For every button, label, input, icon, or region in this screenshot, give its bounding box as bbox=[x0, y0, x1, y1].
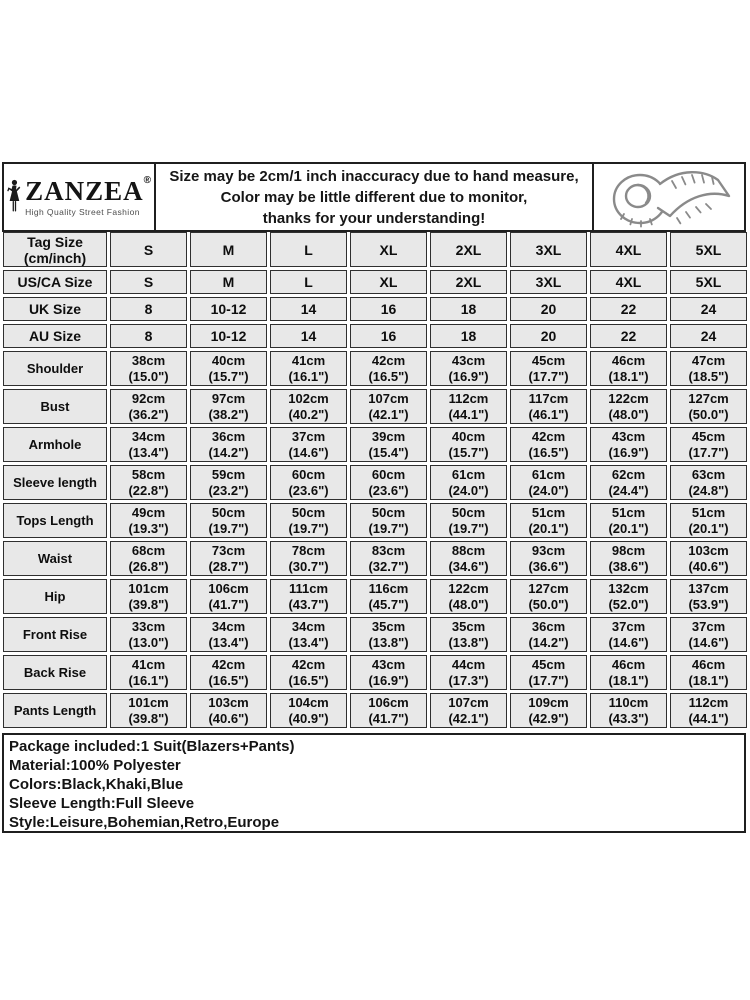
row-label: Sleeve length bbox=[3, 465, 107, 500]
measure-cell: 51cm (20.1") bbox=[670, 503, 747, 538]
brand-logo bbox=[4, 164, 156, 230]
measure-cell: 33cm (13.0") bbox=[110, 617, 187, 652]
size-cell: 3XL bbox=[510, 232, 587, 267]
measure-cell: 46cm (18.1") bbox=[590, 351, 667, 386]
row-label: Tops Length bbox=[3, 503, 107, 538]
row-label: UK Size bbox=[3, 297, 107, 321]
measure-cell: 43cm (16.9") bbox=[430, 351, 507, 386]
measure-cell: 73cm (28.7") bbox=[190, 541, 267, 576]
measure-cell: 46cm (18.1") bbox=[590, 655, 667, 690]
measure-cell: 51cm (20.1") bbox=[590, 503, 667, 538]
size-cell: 3XL bbox=[510, 270, 587, 294]
measure-cell: 38cm (15.0") bbox=[110, 351, 187, 386]
brand-name-row bbox=[25, 174, 152, 206]
disclaimer-line-2: Color may be little different due to monitor, bbox=[220, 188, 528, 206]
measure-cell: 35cm (13.8") bbox=[350, 617, 427, 652]
measure-cell: 45cm (17.7") bbox=[670, 427, 747, 462]
measure-cell: 42cm (16.5") bbox=[190, 655, 267, 690]
measure-cell: 58cm (22.8") bbox=[110, 465, 187, 500]
measure-cell: 50cm (19.7") bbox=[270, 503, 347, 538]
size-cell: S bbox=[110, 270, 187, 294]
measure-cell: 109cm (42.9") bbox=[510, 693, 587, 728]
measure-cell: 42cm (16.5") bbox=[350, 351, 427, 386]
measure-cell: 107cm (42.1") bbox=[350, 389, 427, 424]
row-label: US/CA Size bbox=[3, 270, 107, 294]
tape-measure-box bbox=[594, 164, 744, 230]
measure-cell: 127cm (50.0") bbox=[670, 389, 747, 424]
size-cell: 22 bbox=[590, 297, 667, 321]
measure-cell: 45cm (17.7") bbox=[510, 655, 587, 690]
size-row bbox=[3, 270, 747, 294]
size-cell: M bbox=[190, 232, 267, 267]
measure-row bbox=[3, 579, 747, 614]
measure-cell: 106cm (41.7") bbox=[350, 693, 427, 728]
size-cell: 16 bbox=[350, 324, 427, 348]
measure-cell: 40cm (15.7") bbox=[190, 351, 267, 386]
measure-cell: 37cm (14.6") bbox=[590, 617, 667, 652]
measure-cell: 88cm (34.6") bbox=[430, 541, 507, 576]
detail-sleeve-length: Sleeve Length:Full Sleeve bbox=[9, 795, 195, 812]
woman-silhouette-icon bbox=[6, 168, 22, 226]
measure-cell: 40cm (15.7") bbox=[430, 427, 507, 462]
measure-row bbox=[3, 617, 747, 652]
row-label: Shoulder bbox=[3, 351, 107, 386]
measure-cell: 127cm (50.0") bbox=[510, 579, 587, 614]
measure-cell: 37cm (14.6") bbox=[670, 617, 747, 652]
row-label: Hip bbox=[3, 579, 107, 614]
measure-row bbox=[3, 351, 747, 386]
size-cell: 18 bbox=[430, 297, 507, 321]
size-cell: XL bbox=[350, 270, 427, 294]
size-cell: S bbox=[110, 232, 187, 267]
measure-row bbox=[3, 465, 747, 500]
size-cell: 14 bbox=[270, 324, 347, 348]
size-row bbox=[3, 232, 747, 267]
measure-cell: 44cm (17.3") bbox=[430, 655, 507, 690]
measure-cell: 103cm (40.6") bbox=[670, 541, 747, 576]
measure-cell: 106cm (41.7") bbox=[190, 579, 267, 614]
measure-cell: 46cm (18.1") bbox=[670, 655, 747, 690]
measure-cell: 42cm (16.5") bbox=[270, 655, 347, 690]
measure-cell: 93cm (36.6") bbox=[510, 541, 587, 576]
measure-cell: 101cm (39.8") bbox=[110, 693, 187, 728]
size-cell: 5XL bbox=[670, 232, 747, 267]
row-label: Back Rise bbox=[3, 655, 107, 690]
detail-material: Material:100% Polyester bbox=[9, 757, 181, 774]
measure-row bbox=[3, 541, 747, 576]
measure-cell: 107cm (42.1") bbox=[430, 693, 507, 728]
measure-cell: 41cm (16.1") bbox=[110, 655, 187, 690]
product-details bbox=[2, 733, 746, 833]
size-row bbox=[3, 297, 747, 321]
size-cell: 20 bbox=[510, 297, 587, 321]
brand-tagline: High Quality Street Fashion bbox=[25, 206, 140, 217]
size-cell: 24 bbox=[670, 324, 747, 348]
row-label: AU Size bbox=[3, 324, 107, 348]
measure-cell: 137cm (53.9") bbox=[670, 579, 747, 614]
measure-cell: 50cm (19.7") bbox=[350, 503, 427, 538]
measuring-tape-icon bbox=[602, 166, 736, 228]
measure-cell: 43cm (16.9") bbox=[590, 427, 667, 462]
measure-cell: 63cm (24.8") bbox=[670, 465, 747, 500]
disclaimer-line-3: thanks for your understanding! bbox=[262, 209, 486, 227]
size-cell: XL bbox=[350, 232, 427, 267]
measure-cell: 51cm (20.1") bbox=[510, 503, 587, 538]
measure-cell: 62cm (24.4") bbox=[590, 465, 667, 500]
measure-cell: 34cm (13.4") bbox=[110, 427, 187, 462]
measure-cell: 34cm (13.4") bbox=[270, 617, 347, 652]
size-cell: 22 bbox=[590, 324, 667, 348]
size-cell: 10-12 bbox=[190, 324, 267, 348]
size-cell: 8 bbox=[110, 297, 187, 321]
measure-row bbox=[3, 503, 747, 538]
size-cell: M bbox=[190, 270, 267, 294]
size-cell: 4XL bbox=[590, 232, 667, 267]
measure-cell: 34cm (13.4") bbox=[190, 617, 267, 652]
registered-mark: ® bbox=[143, 174, 152, 186]
detail-package: Package included:1 Suit(Blazers+Pants) bbox=[9, 738, 295, 755]
row-label: Bust bbox=[3, 389, 107, 424]
measure-cell: 117cm (46.1") bbox=[510, 389, 587, 424]
measure-cell: 39cm (15.4") bbox=[350, 427, 427, 462]
measure-cell: 47cm (18.5") bbox=[670, 351, 747, 386]
measure-cell: 112cm (44.1") bbox=[430, 389, 507, 424]
measure-cell: 50cm (19.7") bbox=[430, 503, 507, 538]
measure-row bbox=[3, 655, 747, 690]
measure-cell: 68cm (26.8") bbox=[110, 541, 187, 576]
size-table-body bbox=[3, 232, 747, 728]
size-cell: 5XL bbox=[670, 270, 747, 294]
measure-cell: 122cm (48.0") bbox=[430, 579, 507, 614]
size-cell: 4XL bbox=[590, 270, 667, 294]
measure-cell: 61cm (24.0") bbox=[430, 465, 507, 500]
size-cell: 2XL bbox=[430, 270, 507, 294]
row-label: Armhole bbox=[3, 427, 107, 462]
measure-cell: 112cm (44.1") bbox=[670, 693, 747, 728]
size-row bbox=[3, 324, 747, 348]
measure-cell: 41cm (16.1") bbox=[270, 351, 347, 386]
detail-colors: Colors:Black,Khaki,Blue bbox=[9, 776, 184, 793]
measure-cell: 104cm (40.9") bbox=[270, 693, 347, 728]
measure-cell: 60cm (23.6") bbox=[350, 465, 427, 500]
measure-cell: 61cm (24.0") bbox=[510, 465, 587, 500]
measure-cell: 102cm (40.2") bbox=[270, 389, 347, 424]
row-label: Front Rise bbox=[3, 617, 107, 652]
header-band bbox=[2, 162, 746, 232]
measure-cell: 60cm (23.6") bbox=[270, 465, 347, 500]
row-label: Pants Length bbox=[3, 693, 107, 728]
measure-cell: 59cm (23.2") bbox=[190, 465, 267, 500]
disclaimer-line-1: Size may be 2cm/1 inch inaccuracy due to hand measure, bbox=[169, 167, 579, 185]
size-cell: 2XL bbox=[430, 232, 507, 267]
measure-cell: 98cm (38.6") bbox=[590, 541, 667, 576]
measure-cell: 35cm (13.8") bbox=[430, 617, 507, 652]
measure-cell: 111cm (43.7") bbox=[270, 579, 347, 614]
size-cell: 14 bbox=[270, 297, 347, 321]
brand-name: ZANZEA bbox=[25, 175, 144, 206]
measure-cell: 97cm (38.2") bbox=[190, 389, 267, 424]
size-cell: 20 bbox=[510, 324, 587, 348]
size-cell: 18 bbox=[430, 324, 507, 348]
measure-cell: 36cm (14.2") bbox=[190, 427, 267, 462]
size-chart-table bbox=[0, 229, 750, 731]
measure-cell: 45cm (17.7") bbox=[510, 351, 587, 386]
measure-cell: 83cm (32.7") bbox=[350, 541, 427, 576]
measure-row bbox=[3, 389, 747, 424]
measure-cell: 116cm (45.7") bbox=[350, 579, 427, 614]
brand-text-block bbox=[25, 174, 152, 217]
size-cell: 16 bbox=[350, 297, 427, 321]
row-label: Waist bbox=[3, 541, 107, 576]
size-cell: L bbox=[270, 270, 347, 294]
measure-cell: 50cm (19.7") bbox=[190, 503, 267, 538]
measure-cell: 49cm (19.3") bbox=[110, 503, 187, 538]
measure-cell: 103cm (40.6") bbox=[190, 693, 267, 728]
measure-cell: 110cm (43.3") bbox=[590, 693, 667, 728]
row-label: Tag Size (cm/inch) bbox=[3, 232, 107, 267]
detail-style: Style:Leisure,Bohemian,Retro,Europe bbox=[9, 814, 280, 831]
measure-cell: 37cm (14.6") bbox=[270, 427, 347, 462]
measure-cell: 122cm (48.0") bbox=[590, 389, 667, 424]
measure-cell: 101cm (39.8") bbox=[110, 579, 187, 614]
measure-cell: 42cm (16.5") bbox=[510, 427, 587, 462]
size-cell: 8 bbox=[110, 324, 187, 348]
measure-cell: 78cm (30.7") bbox=[270, 541, 347, 576]
measure-cell: 43cm (16.9") bbox=[350, 655, 427, 690]
size-cell: 10-12 bbox=[190, 297, 267, 321]
measure-cell: 92cm (36.2") bbox=[110, 389, 187, 424]
measure-cell: 36cm (14.2") bbox=[510, 617, 587, 652]
measure-row bbox=[3, 427, 747, 462]
measure-row bbox=[3, 693, 747, 728]
size-cell: 24 bbox=[670, 297, 747, 321]
measure-cell: 132cm (52.0") bbox=[590, 579, 667, 614]
disclaimer bbox=[156, 164, 594, 230]
size-cell: L bbox=[270, 232, 347, 267]
